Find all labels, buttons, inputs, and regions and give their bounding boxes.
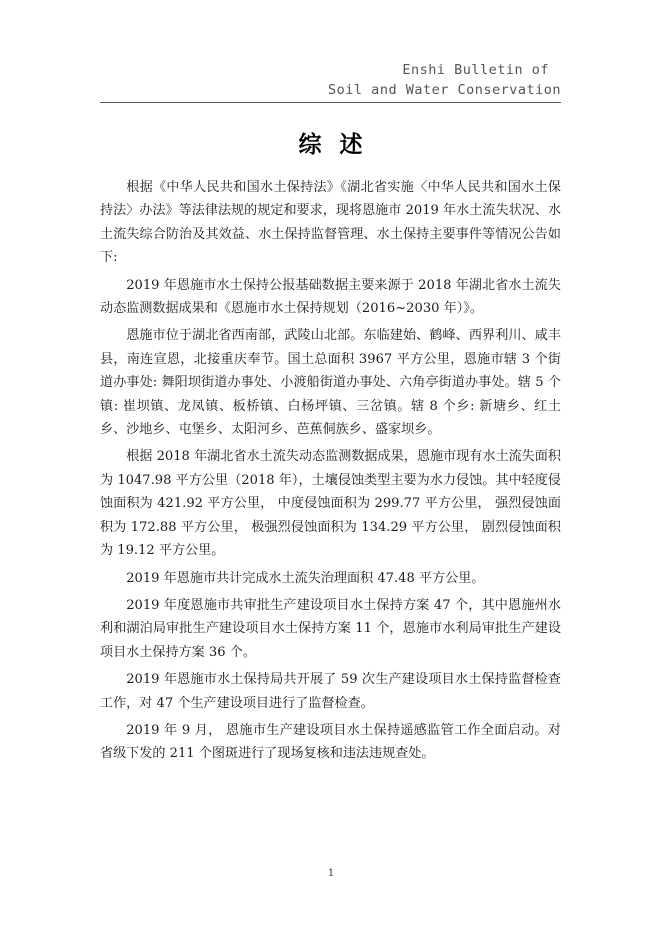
header-rule <box>100 102 561 103</box>
running-header <box>100 60 561 100</box>
paragraph-plan-approvals: 2019 年度恩施市共审批生产建设项目水土保持方案 47 个，其中恩施州水利和湖泊局审批生产建设项目水土保持方案 11 个，恩施市水利局审批生产建设项目水土保持方案 36 个。 <box>100 597 561 660</box>
paragraph-remote-sensing: 2019 年 9 月， 恩施市生产建设项目水土保持遥感监管工作全面启动。对省级下发的 211 个图斑进行了现场复核和违法违规查处。 <box>100 722 561 762</box>
paragraph-intro: 根据《中华人民共和国水土保持法》《湖北省实施〈中华人民共和国水土保持法〉办法》等法律法规的规定和要求，现将恩施市 2019 年水土流失状况、水土流失综合防治及其效益、水土保持监督管理、水土保持主要事件等情况公告如下: <box>100 180 561 266</box>
paragraph-location: 恩施市位于湖北省西南部，武陵山北部。东临建始、鹤峰、西界利川、咸丰县，南连宣恩，北接重庆奉节。国土总面积 3967 平方公里，恩施市辖 3 个街道办事处: 舞阳坝街道办事处、小渡船街道办事处、六角亭街道办事处。辖 5 个镇: 崔坝镇、龙凤镇、板桥镇、白杨坪镇、三岔镇。辖 8 个乡: 新塘乡、红土乡、沙地乡、屯堡乡、太阳河乡、芭蕉侗族乡、盛家坝乡。 <box>100 328 561 438</box>
page-title: 综述 <box>298 132 381 158</box>
paragraph-data-source: 2019 年恩施市水土保持公报基础数据主要来源于 2018 年湖北省水土流失动态监测数据成果和《恩施市水土保持规划（2016~2030 年）》。 <box>100 277 561 317</box>
body-text <box>100 176 561 770</box>
paragraph-inspections: 2019 年恩施市水土保持局共开展了 59 次生产建设项目水土保持监督检查工作，对 47 个生产建设项目进行了监督检查。 <box>100 672 561 711</box>
page-number: 1 <box>327 868 335 879</box>
header-line-1: Enshi Bulletin of <box>402 62 549 78</box>
paragraph-treatment-area: 2019 年恩施市共计完成水土流失治理面积 47.48 平方公里。 <box>126 570 485 586</box>
header-line-2: Soil and Water Conservation <box>328 82 561 98</box>
paragraph-erosion-area: 根据 2018 年湖北省水土流失动态监测数据成果，恩施市现有水土流失面积为 1047.98 平方公里（2018 年），土壤侵蚀类型主要为水力侵蚀。其中轻度侵蚀面积为 421.92 平方公里， 中度侵蚀面积为 299.77 平方公里， 强烈侵蚀面积为 172.88 平方公里， 极强烈侵蚀面积为 134.29 平方公里， 剧烈侵蚀面积为 19.12 平方公里。 <box>100 449 561 559</box>
